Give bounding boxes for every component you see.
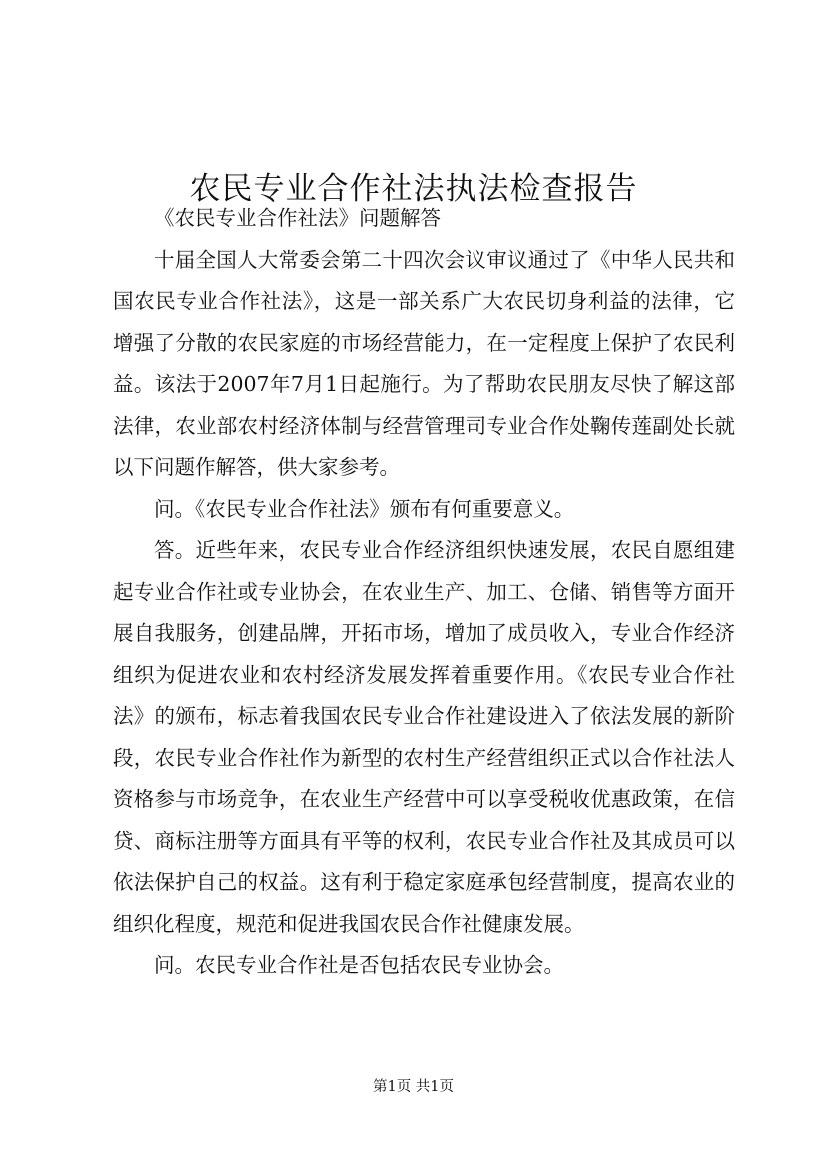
paragraph-question-2: 问。农民专业合作社是否包括农民专业协会。 — [154, 953, 564, 977]
page-number: 第1页 共1页 — [372, 1079, 455, 1095]
paragraph-answer-1: 答。近些年来，农民专业合作经济组织快速发展，农民自愿组建起专业合作社或专业协会，在农业生产、加工、仓储、销售等方面开展自我服务，创建品牌，开拓市场，增加了成员收入，专业合作经济组织为促进农业和农村经济发展发挥着重要作用。《农民专业合作社法》的颁布，标志着我国农民专业合作社建设进入了依法发展的新阶段，农民专业合作社作为新型的农村生产经营组织正式以合作社法人资格参与市场竞争，在农业生产经营中可以享受税收优惠政策，在信贷、商标注册等方面具有平等的权利，农民专业合作社及其成员可以依法保护自己的权益。这有利于稳定家庭承包经营制度，提高农业的组织化程度，规范和促进我国农民合作社健康发展。 — [113, 538, 735, 936]
document-body — [113, 198, 735, 987]
paragraph-subtitle: 《农民专业合作社法》问题解答 — [154, 206, 441, 230]
paragraph-question-1: 问。《农民专业合作社法》颁布有何重要意义。 — [154, 496, 575, 521]
page-footer — [0, 1077, 827, 1097]
paragraph-intro: 十届全国人大常委会第二十四次会议审议通过了《中华人民共和国农民专业合作社法》，这是一部关系广大农民切身利益的法律，它增强了分散的农民家庭的市场经营能力，在一定程度上保护了农民利益。该法于2007年7月1日起施行。为了帮助农民朋友尽快了解这部法律，农业部农村经济体制与经营管理司专业合作处鞠传莲副处长就以下问题作解答，供大家参考。 — [113, 247, 735, 479]
document-title: 农民专业合作社法执法检查报告 — [189, 170, 638, 207]
